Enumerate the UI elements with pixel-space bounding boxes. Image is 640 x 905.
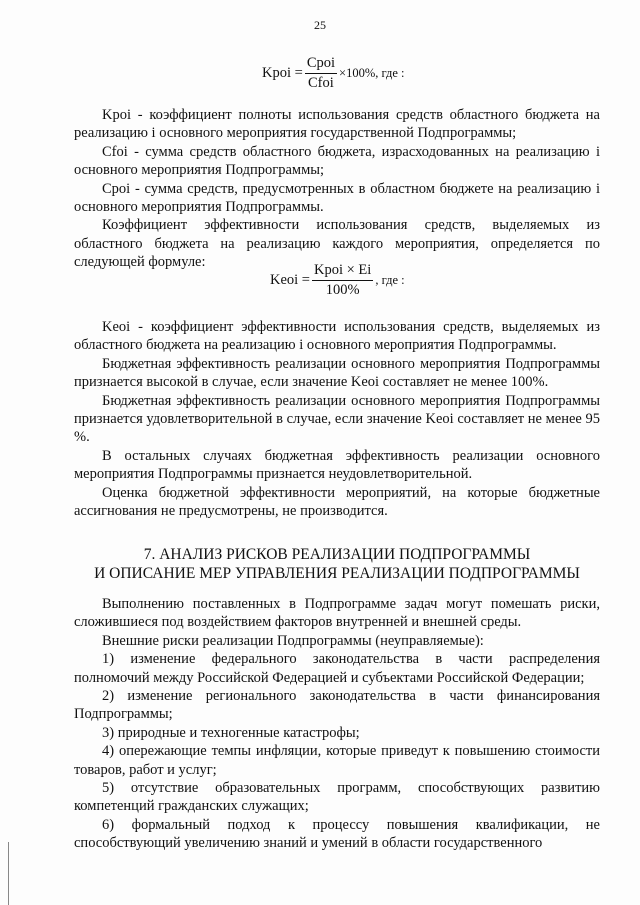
section-heading-line1: 7. АНАЛИЗ РИСКОВ РЕАЛИЗАЦИИ ПОДПРОГРАММЫ bbox=[143, 546, 531, 563]
paragraph-keoi-intro: Коэффициент эффективности использования средств, выделяемых из областного бюджета на реализацию каждого мероприятия, определяется по следующей формуле: bbox=[74, 217, 600, 271]
formula-kpoi-fraction bbox=[305, 55, 337, 92]
paragraph-risks-intro: Выполнению поставленных в Подпрограмме задач могут помешать риски, сложившиеся под воздействием факторов внутренней и внешней среды. bbox=[74, 596, 600, 631]
paragraph-high-efficiency: Бюджетная эффективность реализации основного мероприятия Подпрограммы признается высокой в случае, если значение Keoi составляет не менее 100%. bbox=[74, 355, 600, 391]
formula-kpoi-numerator: Cpoi bbox=[305, 55, 337, 74]
paragraph-unfunded-evaluation: Оценка бюджетной эффективности мероприятий, на которые бюджетные ассигнования не предусмотрены, не производится. bbox=[74, 484, 600, 520]
formula-kpoi-lhs: Kpoi = bbox=[262, 65, 303, 81]
paragraph-unsatisfactory-efficiency: В остальных случаях бюджетная эффективность реализации основного мероприятия Подпрограммы признается неудовлетворительной. bbox=[74, 447, 600, 483]
definition-kpoi: Kpoi - коэффициент полноты использования средств областного бюджета на реализацию i основного мероприятия государственной Подпрограммы; bbox=[74, 107, 600, 142]
efficiency-block bbox=[74, 318, 600, 520]
paragraph-external-risks: Внешние риски реализации Подпрограммы (неуправляемые): bbox=[102, 632, 484, 649]
formula-keoi bbox=[270, 262, 405, 299]
risks-block bbox=[74, 595, 600, 853]
scan-edge-line bbox=[8, 842, 9, 905]
definition-cpoi: Cpoi - сумма средств, предусмотренных в областном бюджете на реализацию i основного мероприятия Подпрограммы. bbox=[74, 180, 600, 216]
page-number: 25 bbox=[314, 18, 326, 32]
formula-keoi-suffix: , где : bbox=[375, 273, 405, 287]
list-item-risk-6: 6) формальный подход к процессу повышения квалификации, не способствующий увеличению знаний и умений в области государственного bbox=[74, 816, 600, 852]
paragraph-keoi-definition: Keoi - коэффициент эффективности использования средств, выделяемых из областного бюджета на реализацию i основного мероприятия Подпрограммы. bbox=[74, 319, 600, 354]
list-item-risk-5: 5) отсутствие образовательных программ, способствующих развитию компетенций гражданских служащих; bbox=[74, 780, 600, 815]
formula-keoi-fraction bbox=[312, 262, 373, 299]
list-item-risk-2: 2) изменение регионального законодательства в части финансирования Подпрограммы; bbox=[74, 688, 600, 723]
paragraph-satisfactory-efficiency: Бюджетная эффективность реализации основного мероприятия Подпрограммы признается удовлетворительной в случае, если значение Keoi составляет не менее 95 %. bbox=[74, 392, 600, 446]
formula-kpoi-suffix: ×100%, где : bbox=[339, 66, 405, 80]
formula-keoi-lhs: Keoi = bbox=[270, 272, 310, 288]
definitions-block bbox=[74, 106, 600, 272]
list-item-risk-1: 1) изменение федерального законодательства в части распределения полномочий между Российской Федерацией и субъектами Российской Федерации; bbox=[74, 651, 600, 686]
formula-keoi-numerator: Kpoi × Ei bbox=[312, 262, 373, 281]
section-heading-line2: И ОПИСАНИЕ МЕР УПРАВЛЕНИЯ РЕАЛИЗАЦИИ ПОДПРОГРАММЫ bbox=[94, 565, 580, 582]
formula-kpoi bbox=[262, 55, 405, 92]
list-item-risk-4: 4) опережающие темпы инфляции, которые приведут к повышению стоимости товаров, работ и услуг; bbox=[74, 743, 600, 778]
definition-cfoi: Cfoi - сумма средств областного бюджета, израсходованных на реализацию i основного мероприятия Подпрограммы; bbox=[74, 143, 600, 179]
section-heading bbox=[74, 545, 600, 583]
formula-keoi-denominator: 100% bbox=[325, 282, 360, 298]
formula-kpoi-denominator: Cfoi bbox=[308, 75, 334, 91]
list-item-risk-3: 3) природные и техногенные катастрофы; bbox=[102, 724, 360, 741]
